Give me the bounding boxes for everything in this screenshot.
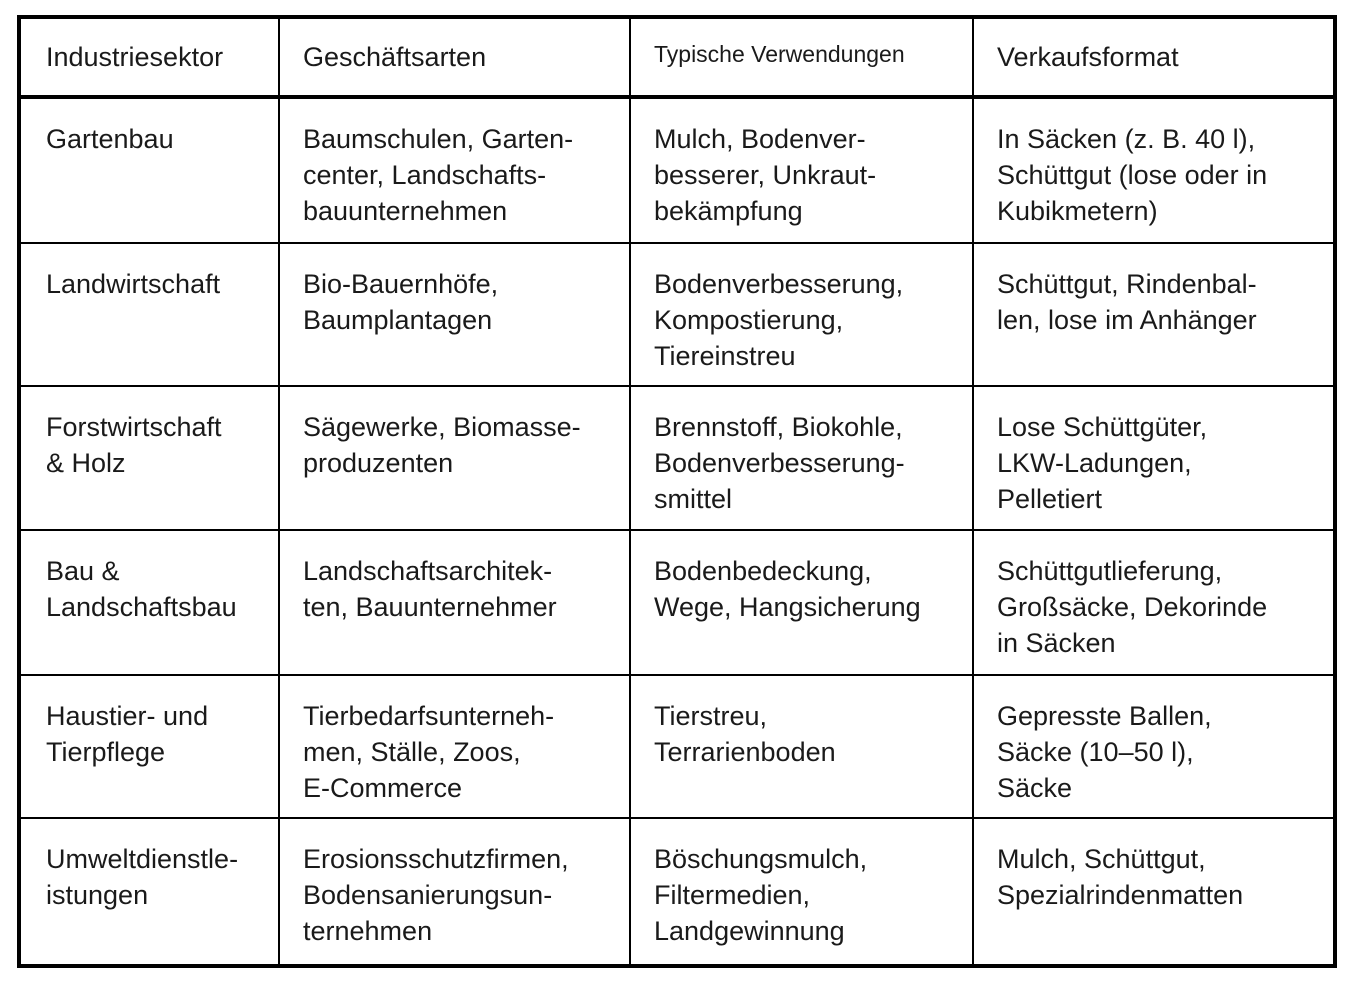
cell-sales-format: In Säcken (z. B. 40 l), Schüttgut (lose oder in Kubikmetern) — [973, 97, 1333, 243]
cell-business-types: Tierbedarfsunterneh- men, Ställe, Zoos, E-Commerce — [279, 675, 630, 818]
cell-sales-format: Schüttgutlieferung, Großsäcke, Dekorinde in Säcken — [973, 530, 1333, 675]
cell-sales-format: Gepresste Ballen, Säcke (10–50 l), Säcke — [973, 675, 1333, 818]
cell-business-types: Bio-Bauernhöfe, Baumplantagen — [279, 243, 630, 386]
cell-sector: Bau & Landschaftsbau — [21, 530, 279, 675]
cell-typical-uses: Tierstreu, Terrarienboden — [630, 675, 973, 818]
industry-table — [21, 19, 1333, 964]
table-row — [21, 386, 1333, 530]
table-row — [21, 97, 1333, 243]
cell-sector: Forstwirtschaft & Holz — [21, 386, 279, 530]
cell-business-types: Landschaftsarchitek- ten, Bauunternehmer — [279, 530, 630, 675]
cell-business-types: Erosionsschutzfirmen, Bodensanierungsun- ternehmen — [279, 818, 630, 964]
table-body — [21, 97, 1333, 964]
cell-sector: Haustier- und Tierpflege — [21, 675, 279, 818]
cell-sector: Umweltdienstle- istungen — [21, 818, 279, 964]
table-row — [21, 243, 1333, 386]
cell-sales-format: Lose Schüttgüter, LKW-Ladungen, Pelletiert — [973, 386, 1333, 530]
table-row — [21, 530, 1333, 675]
cell-typical-uses: Böschungsmulch, Filtermedien, Landgewinnung — [630, 818, 973, 964]
cell-typical-uses: Bodenbedeckung, Wege, Hangsicherung — [630, 530, 973, 675]
cell-business-types: Sägewerke, Biomasse- produzenten — [279, 386, 630, 530]
header-row — [21, 19, 1333, 97]
cell-business-types: Baumschulen, Garten- center, Landschafts- bauunternehmen — [279, 97, 630, 243]
header-typische-verwendungen: Typische Verwendungen — [630, 19, 973, 97]
cell-typical-uses: Mulch, Bodenver- besserer, Unkraut- bekämpfung — [630, 97, 973, 243]
header-verkaufsformat: Verkaufsformat — [973, 19, 1333, 97]
industry-table-frame — [17, 15, 1337, 968]
cell-sales-format: Schüttgut, Rindenbal- len, lose im Anhänger — [973, 243, 1333, 386]
cell-typical-uses: Brennstoff, Biokohle, Bodenverbesserung- smittel — [630, 386, 973, 530]
cell-sector: Landwirtschaft — [21, 243, 279, 386]
cell-sector: Gartenbau — [21, 97, 279, 243]
table-header — [21, 19, 1333, 97]
header-industriesektor: Industriesektor — [21, 19, 279, 97]
header-geschaeftsarten: Geschäftsarten — [279, 19, 630, 97]
table-row — [21, 818, 1333, 964]
cell-sales-format: Mulch, Schüttgut, Spezialrindenmatten — [973, 818, 1333, 964]
cell-typical-uses: Bodenverbesserung, Kompostierung, Tiereinstreu — [630, 243, 973, 386]
table-row — [21, 675, 1333, 818]
